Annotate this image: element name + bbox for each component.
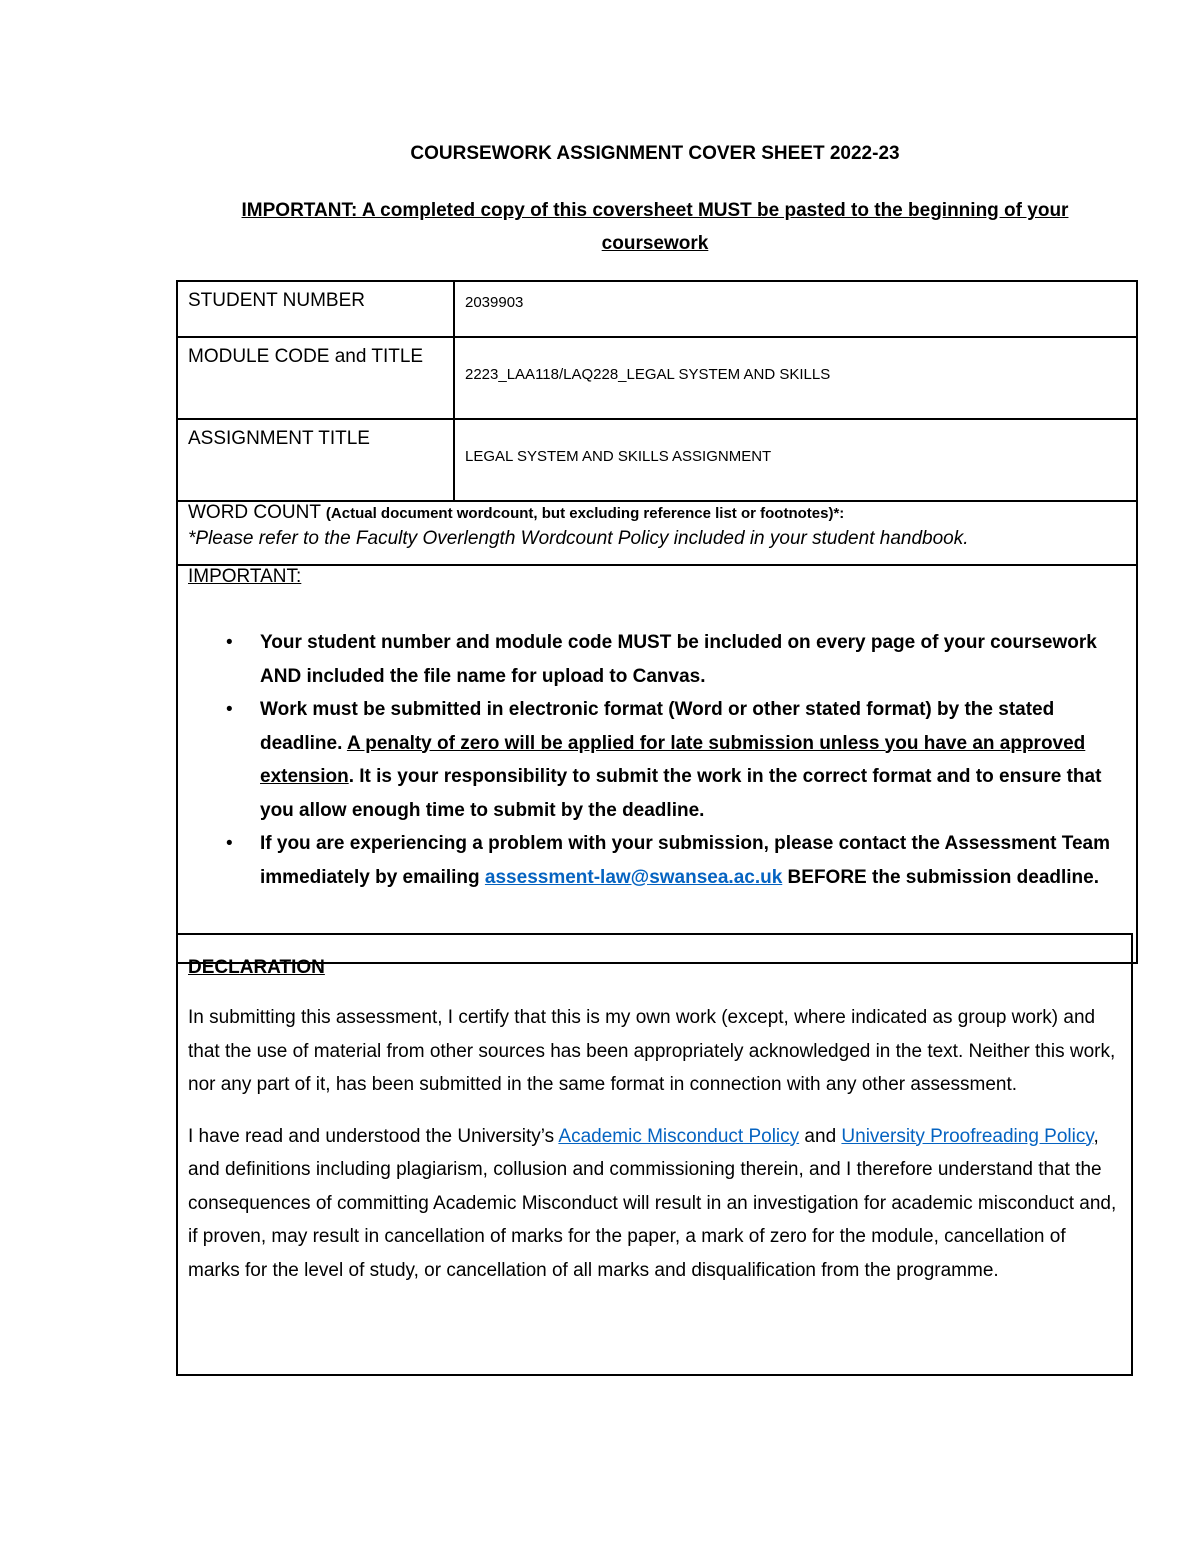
important-notice: IMPORTANT: A completed copy of this coversheet MUST be pasted to the beginning of your coursework (241, 200, 1069, 254)
student-number-row (177, 281, 1137, 337)
important-rules-row (177, 565, 1137, 963)
rule-item-2 (226, 693, 1126, 827)
word-count-row (177, 501, 1137, 565)
student-number-label: STUDENT NUMBER (177, 281, 454, 337)
declaration-heading: DECLARATION (188, 957, 325, 978)
word-count-policy: *Please refer to the Faculty Overlength Wordcount Policy included in your student handbook. (188, 528, 969, 549)
word-count-cell[interactable] (177, 501, 1137, 565)
rule-1-text: Your student number and module code MUST be included on every page of your coursework AND included the file name for upload to Canvas. (260, 632, 1097, 687)
assignment-label: ASSIGNMENT TITLE (177, 419, 454, 501)
important-label-text: IMPORTANT (188, 566, 297, 587)
word-count-note: (Actual document wordcount, but excluding reference list or footnotes)*: (325, 505, 845, 522)
bullet-icon: • (226, 632, 233, 653)
cover-info-table (176, 280, 1138, 964)
declaration-paragraph-2 (188, 1120, 1121, 1288)
assessment-email-link[interactable]: assessment-law@swansea.ac.uk (484, 866, 783, 888)
rule-3-text-a: If you are experiencing a problem with your submission, please contact the Assessment Team immediately by emailing (260, 833, 1110, 888)
rule-item-3 (226, 827, 1126, 894)
rules-list (188, 626, 1126, 894)
rule-2-penalty: A penalty of zero will be applied for late submission unless you have an approved extension (260, 732, 1086, 787)
bullet-icon: • (226, 699, 233, 720)
decl-p2-text-c: , and definitions including plagiarism, collusion and commissioning therein, and I therefore understand that the consequences of committing Academic Misconduct will result in an investigation for academic misconduct and, if proven, may result in cancellation of marks for the paper, a mark of zero for the module, cancellation of marks for the level of study, or cancellation of all marks and disqualification from the programme. (188, 1125, 1117, 1281)
declaration-paragraph-1: In submitting this assessment, I certify that this is my own work (except, where indicated as group work) and that the use of material from other sources has been appropriately acknowledged in the text. Neither this work, nor any part of it, has been submitted in the same format in connection with any other assessment. (188, 1007, 1116, 1095)
page-title: COURSEWORK ASSIGNMENT COVER SHEET 2022-23 (410, 143, 900, 164)
important-rules-cell (177, 565, 1137, 963)
word-count-label: WORD COUNT (188, 502, 321, 523)
assignment-value[interactable]: LEGAL SYSTEM AND SKILLS ASSIGNMENT (454, 419, 1137, 501)
rule-item-1 (226, 626, 1126, 693)
academic-misconduct-policy-link[interactable]: Academic Misconduct Policy (558, 1125, 800, 1147)
module-value[interactable]: 2223_LAA118/LAQ228_LEGAL SYSTEM AND SKILLS (454, 337, 1137, 419)
assignment-row (177, 419, 1137, 501)
rule-2-text-a: Work must be submitted in electronic format (Word or other stated format) by the stated deadline. (260, 699, 1055, 754)
proofreading-policy-link[interactable]: University Proofreading Policy (841, 1125, 1094, 1147)
rule-2-text-b: . It is your responsibility to submit the work in the correct format and to ensure that you allow enough time to submit by the deadline. (260, 766, 1102, 821)
declaration-box (176, 933, 1133, 1376)
module-row (177, 337, 1137, 419)
module-label: MODULE CODE and TITLE (177, 337, 454, 419)
important-label-colon: : (296, 566, 302, 587)
decl-p2-text-b: and (799, 1125, 842, 1147)
student-number-value[interactable]: 2039903 (454, 281, 1137, 337)
important-label (188, 566, 1126, 588)
word-count-line (188, 502, 1126, 524)
decl-p2-text-a: I have read and understood the University’s (188, 1125, 559, 1147)
bullet-icon: • (226, 833, 233, 854)
rule-3-text-b: BEFORE the submission deadline. (782, 866, 1100, 888)
